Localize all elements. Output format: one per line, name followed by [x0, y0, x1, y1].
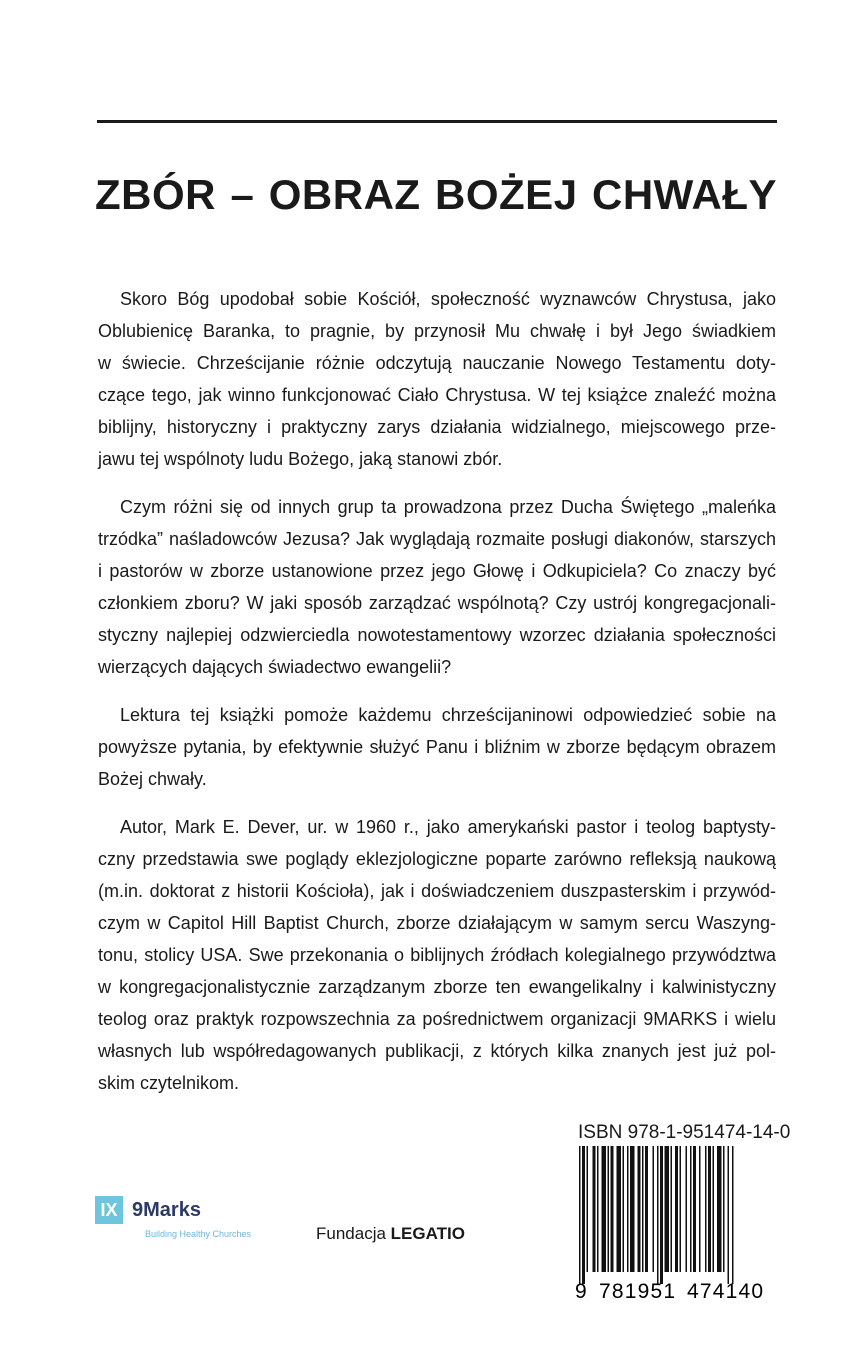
barcode-bar: [728, 1146, 730, 1284]
text-line: czące tego, jak winno funkcjonować Ciało Chrystusa. W tej książce znaleźć można: [98, 385, 776, 405]
barcode-digits: 781951: [599, 1280, 675, 1303]
isbn: ISBN 978-1-951474-14-0: [578, 1122, 791, 1143]
text-line: (m.in. doktorat z historii Kościoła), jak i doświadczeniem duszpasterskim i przywód-: [98, 881, 776, 901]
text-line: wierzących dających świadectwo ewangelii?: [98, 657, 452, 677]
barcode-bar: [686, 1146, 688, 1272]
barcode-bar: [623, 1146, 625, 1272]
barcode: [575, 1146, 787, 1306]
text-line: Bożej chwały.: [98, 769, 207, 789]
barcode-bar: [597, 1146, 599, 1272]
text-line: Autor, Mark E. Dever, ur. w 1960 r., jako amerykański pastor i teolog baptysty-: [120, 817, 776, 837]
barcode-bar: [708, 1146, 711, 1272]
text-line: tonu, stolicy USA. Swe przekonania o biblijnych źródłach kolegialnego przywództwa: [98, 945, 776, 965]
text-line: skim czytelnikom.: [98, 1073, 240, 1093]
text-line: czym w Capitol Hill Baptist Church, zborze działającym w samym sercu Waszyng-: [98, 913, 776, 933]
barcode-bar: [705, 1146, 707, 1272]
text-line: i pastorów w zborze ustanowione przez jego Głowę i Odkupiciela? Co znaczy być: [98, 561, 776, 581]
9marks-tagline: Building Healthy Churches: [145, 1229, 252, 1239]
barcode-digits: 9: [575, 1280, 587, 1303]
barcode-bar: [665, 1146, 670, 1272]
text-line: członkiem zboru? W jaki sposób zarządzać wspólnotą? Czy ustrój kongregacjonali-: [98, 593, 776, 613]
barcode-bar: [732, 1146, 734, 1284]
9marks-logo-mark: IX: [95, 1196, 123, 1224]
barcode-bar: [693, 1146, 696, 1272]
text-line: Oblubienicę Baranka, to pragnie, by przynosił Mu chwałę i był Jego świadkiem: [98, 321, 776, 341]
barcode-bar: [611, 1146, 614, 1272]
barcode-bar: [657, 1146, 659, 1284]
text-line: czny przedstawia swe poglądy eklezjologiczne poparte zarówno refleksją naukową: [98, 849, 776, 869]
text-line: w kongregacjonalistycznie zarządzanym zborze ten ewangelikalny i kalwinistyczny: [98, 977, 776, 997]
text-line: Lektura tej książki pomoże każdemu chrześcijaninowi odpowiedzieć sobie na: [120, 705, 776, 725]
barcode-bar: [579, 1146, 581, 1284]
barcode-bar: [660, 1146, 663, 1284]
barcode-bar: [582, 1146, 585, 1284]
barcode-bar: [630, 1146, 635, 1272]
text-line: Czym różni się od innych grup ta prowadzona przez Ducha Świętego „maleńka: [120, 497, 776, 517]
paragraph: [98, 283, 776, 475]
barcode-bar: [671, 1146, 673, 1272]
barcode-bar: [638, 1146, 641, 1272]
barcode-bar: [680, 1146, 682, 1272]
text-line: w świecie. Chrześcijanie różnie odczytują nauczanie Nowego Testamentu doty-: [98, 353, 776, 373]
text-line: trzódka” naśladowców Jezusa? Jak wyglądają rozmaite posługi diakonów, starszych: [98, 529, 776, 549]
text-line: Skoro Bóg upodobał sobie Kościół, społeczność wyznawców Chrystusa, jako: [120, 289, 776, 309]
barcode-bar: [627, 1146, 629, 1272]
barcode-bar: [587, 1146, 589, 1272]
barcode-bar: [653, 1146, 655, 1272]
text-line: powyższe pytania, by efektywnie służyć Panu i bliźnim w zborze będącym obrazem: [98, 737, 776, 757]
barcode-bar: [645, 1146, 648, 1272]
book-title: ZBÓR – OBRAZ BOŻEJ CHWAŁY: [95, 171, 777, 218]
barcode-bar: [690, 1146, 692, 1272]
text-line: biblijny, historyczny i praktyczny zarys działania widzialnego, miejscowego prze-: [98, 417, 776, 437]
barcode-bar: [713, 1146, 715, 1272]
barcode-bar: [602, 1146, 607, 1272]
top-rule: [97, 120, 777, 123]
barcode-bar: [593, 1146, 596, 1272]
paragraph: [98, 811, 776, 1099]
barcode-bar: [617, 1146, 622, 1272]
publisher: [316, 1224, 465, 1244]
barcode-bar: [699, 1146, 701, 1272]
publisher-prefix: Fundacja: [316, 1224, 386, 1243]
barcode-bar: [723, 1146, 725, 1272]
9marks-logo-name: 9Marks: [132, 1198, 201, 1221]
blurb: [98, 283, 776, 1115]
barcode-bar: [717, 1146, 722, 1272]
barcode-bar: [608, 1146, 610, 1272]
text-line: teolog oraz praktyk rozpowszechnia za pośrednictwem organizacji 9MARKS i wielu: [98, 1009, 776, 1029]
9marks-logo: [95, 1196, 201, 1224]
barcode-digits: 474140: [687, 1280, 763, 1303]
text-line: własnych lub współredagowanych publikacji, z których kilka znanych jest już pol-: [98, 1041, 776, 1061]
paragraph: [98, 699, 776, 795]
paragraph: [98, 491, 776, 683]
text-line: jawu tej wspólnoty ludu Bożego, jaką stanowi zbór.: [98, 449, 503, 469]
barcode-bar: [642, 1146, 644, 1272]
text-line: styczny najlepiej odzwierciedla nowotestamentowy wzorzec działania społeczności: [98, 625, 776, 645]
publisher-name: LEGATIO: [390, 1224, 465, 1243]
barcode-bar: [675, 1146, 678, 1272]
